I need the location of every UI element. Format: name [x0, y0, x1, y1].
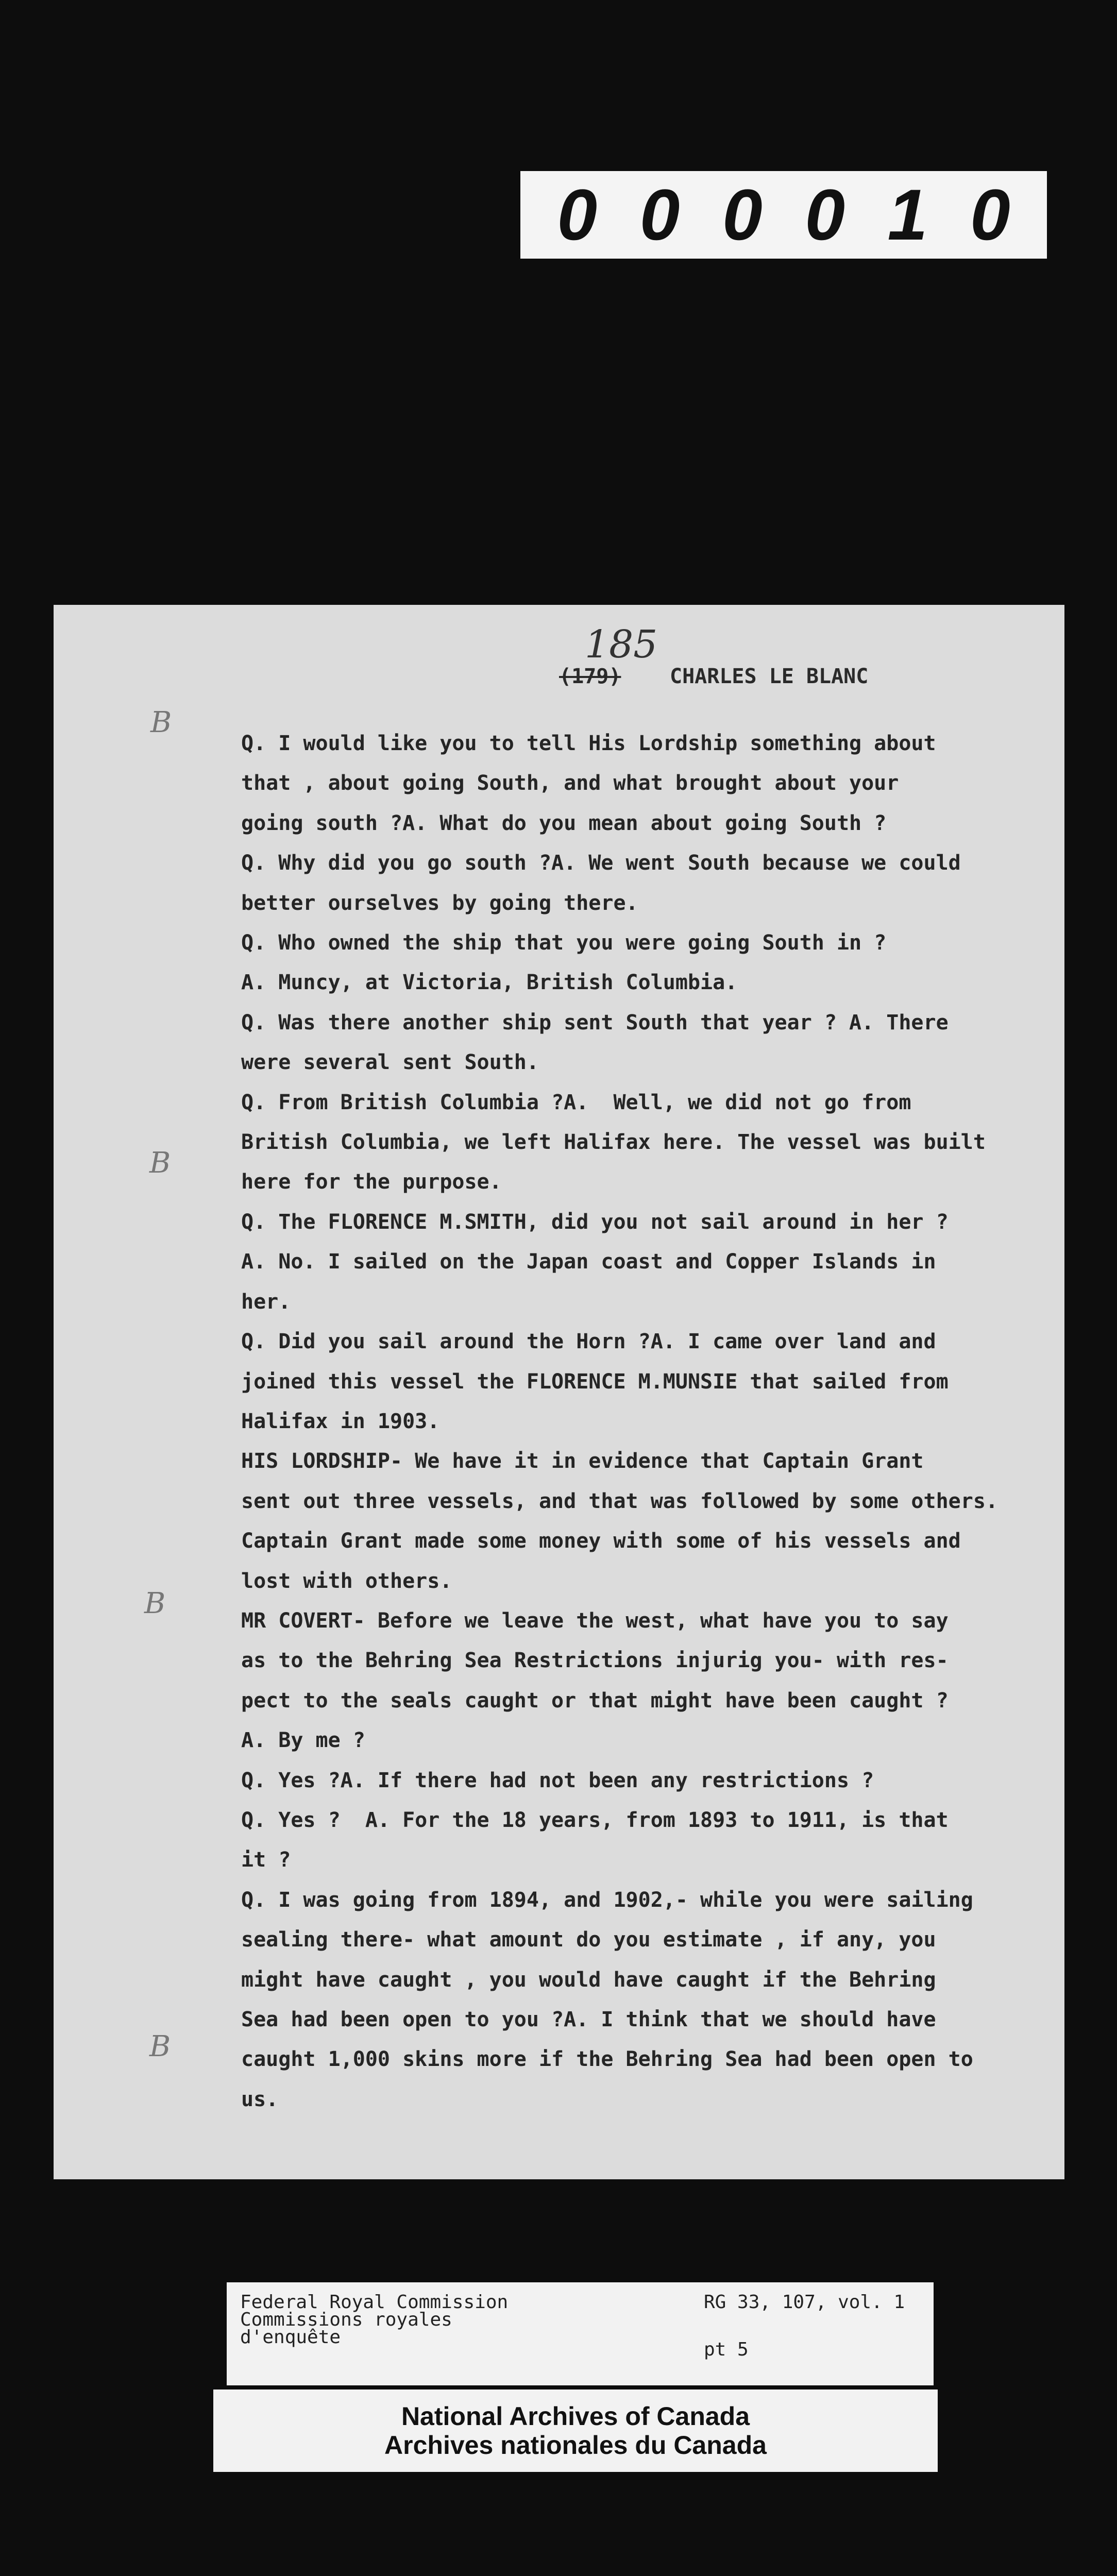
transcript-line: caught 1,000 skins more if the Behring Sea had been open to — [241, 2047, 973, 2072]
record-group-reference: RG 33, 107, vol. 1 — [704, 2292, 905, 2313]
commission-name-fr-2: d'enquête — [240, 2327, 341, 2348]
handwritten-page-number: 185 — [585, 622, 658, 667]
transcript-line: better ourselves by going there. — [241, 891, 638, 915]
transcript-line: HIS LORDSHIP- We have it in evidence that Captain Grant — [241, 1449, 924, 1473]
commission-name-fr: Commissions royales — [240, 2309, 452, 2330]
transcript-line: A. By me ? — [241, 1728, 365, 1753]
transcript-line: Sea had been open to you ?A. I think that we should have — [241, 2008, 936, 2031]
archives-name-fr: Archives nationales du Canada — [384, 2431, 767, 2460]
archives-name-en: National Archives of Canada — [401, 2402, 750, 2431]
commission-name-en: Federal Royal Commission — [240, 2292, 509, 2313]
transcript-line: lost with others. — [241, 1569, 452, 1593]
struck-page-number: (179) — [559, 665, 621, 688]
transcript-line: sent out three vessels, and that was followed by some others. — [241, 1489, 998, 1513]
transcript-line: sealing there- what amount do you estimate , if any, you — [241, 1928, 936, 1952]
transcript-line: Q. From British Columbia ?A. Well, we did not go from — [241, 1090, 911, 1114]
transcript-line: us. — [241, 2087, 279, 2111]
transcript-line: MR COVERT- Before we leave the west, what have you to say — [241, 1608, 949, 1633]
transcript-line: Q. Did you sail around the Horn ?A. I came over land and — [241, 1330, 936, 1354]
margin-mark: B — [150, 706, 172, 739]
frame-number-label — [520, 171, 1047, 259]
frame-digit: 0 — [805, 174, 845, 255]
frame-digit: 0 — [722, 174, 763, 255]
transcript-line: pect to the seals caught or that might have been caught ? — [241, 1688, 949, 1713]
transcript-line: Captain Grant made some money with some of his vessels and — [241, 1529, 961, 1553]
margin-mark: B — [144, 1587, 166, 1620]
frame-digit: 0 — [639, 174, 680, 255]
transcript-line: Q. Yes ? A. For the 18 years, from 1893 to 1911, is that — [241, 1808, 949, 1832]
transcript-line: Q. Was there another ship sent South that year ? A. There — [241, 1010, 949, 1035]
transcript-line: that , about going South, and what brought about your — [241, 771, 899, 795]
transcript-line: Halifax in 1903. — [241, 1409, 440, 1433]
transcript-line: Q. Who owned the ship that you were going South in ? — [241, 931, 887, 955]
transcript-line: A. Muncy, at Victoria, British Columbia. — [241, 971, 738, 995]
transcript-line: were several sent South. — [241, 1050, 539, 1075]
archives-label — [213, 2389, 938, 2472]
frame-digit: 0 — [970, 174, 1010, 255]
transcript-line: as to the Behring Sea Restrictions injurig you- with res- — [241, 1649, 949, 1673]
transcript-line: Q. The FLORENCE M.SMITH, did you not sail around in her ? — [241, 1210, 949, 1234]
transcript-line: here for the purpose. — [241, 1170, 502, 1194]
witness-name-header: CHARLES LE BLANC — [670, 665, 869, 688]
transcript-line: it ? — [241, 1848, 291, 1872]
frame-digit: 0 — [557, 174, 598, 255]
transcript-line: Q. Yes ?A. If there had not been any restrictions ? — [241, 1768, 874, 1792]
transcript-line: might have caught , you would have caught if the Behring — [241, 1968, 936, 1992]
transcript-text — [241, 724, 1024, 2120]
frame-digit: 1 — [887, 174, 928, 255]
transcript-line: joined this vessel the FLORENCE M.MUNSIE that sailed from — [241, 1369, 949, 1394]
part-number: pt 5 — [704, 2339, 749, 2360]
transcript-line: Q. Why did you go south ?A. We went South because we could — [241, 851, 961, 875]
transcript-line: A. No. I sailed on the Japan coast and Copper Islands in — [241, 1250, 936, 1274]
collection-info-label — [227, 2282, 934, 2385]
transcript-line: going south ?A. What do you mean about going South ? — [241, 811, 887, 835]
margin-mark: B — [149, 1146, 171, 1180]
transcript-line: Q. I would like you to tell His Lordship something about — [241, 732, 936, 755]
transcript-line: British Columbia, we left Halifax here. The vessel was built — [241, 1130, 986, 1155]
transcript-line: her. — [241, 1290, 291, 1314]
margin-mark: B — [149, 2030, 171, 2063]
transcript-line: Q. I was going from 1894, and 1902,- while you were sailing — [241, 1888, 973, 1912]
